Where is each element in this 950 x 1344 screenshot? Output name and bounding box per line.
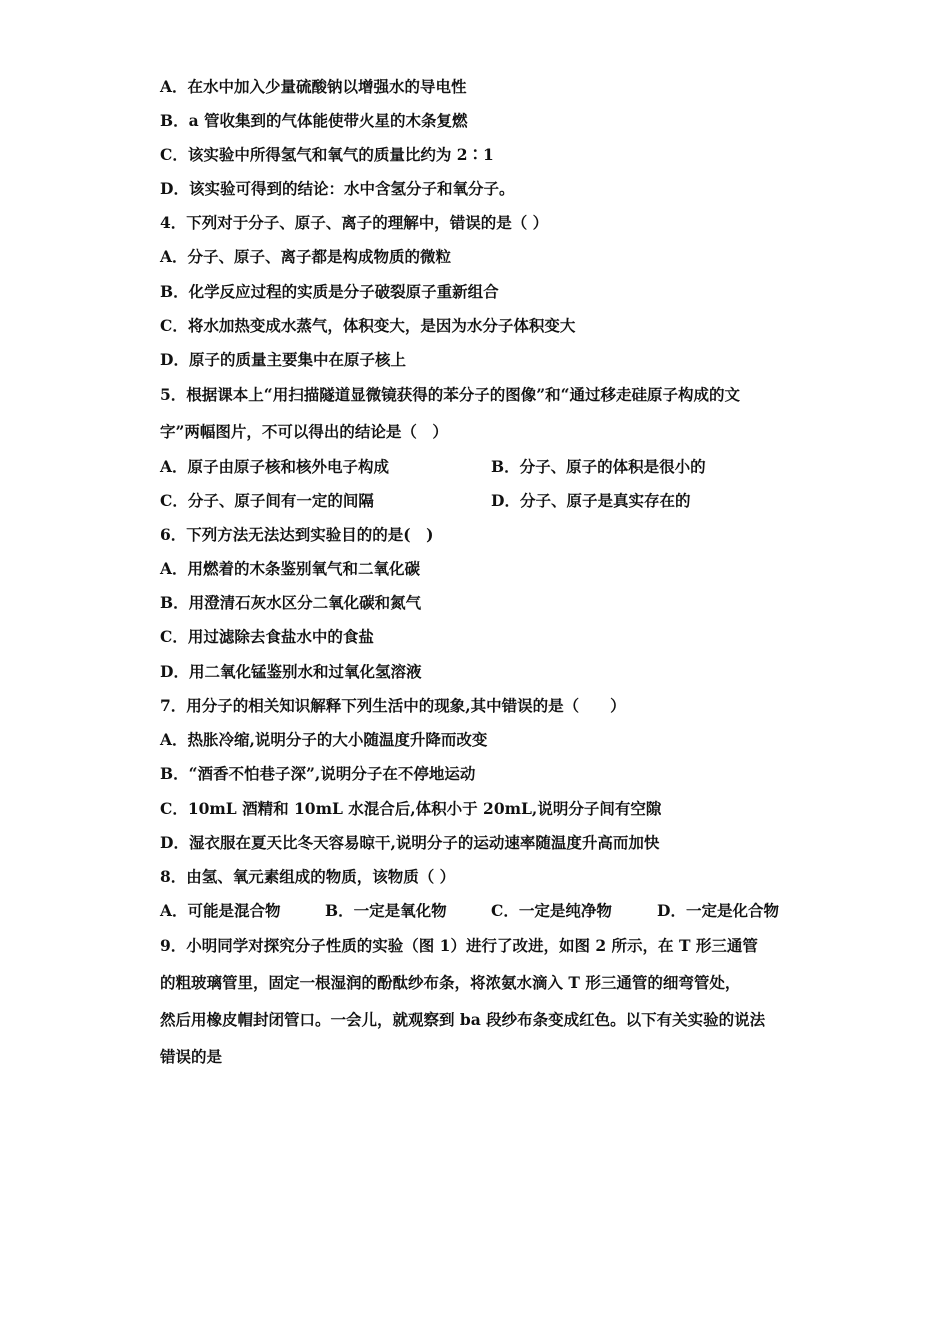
q4-option-d: D．原子的质量主要集中在原子核上: [160, 350, 406, 369]
q8-option-c: C．一定是纯净物: [491, 901, 612, 920]
q7-option-d: D．湿衣服在夏天比冬天容易晾干,说明分子的运动速率随温度升高而加快: [160, 833, 660, 852]
q7-option-a: A．热胀冷缩,说明分子的大小随温度升降而改变: [160, 730, 488, 749]
q9-stem-line2: 的粗玻璃管里，固定一根湿润的酚酞纱布条，将浓氨水滴入 T 形三通管的细弯管处，: [160, 973, 741, 992]
q3-option-c: C．该实验中所得氢气和氧气的质量比约为 2∶1: [160, 145, 494, 164]
q9-stem-line3: 然后用橡皮帽封闭管口。一会儿，就观察到 ba 段纱布条变成红色。以下有关实验的说法: [160, 1010, 766, 1029]
q5-option-a: A．原子由原子核和核外电子构成: [160, 457, 390, 476]
q7-option-b: B．“酒香不怕巷子深”,说明分子在不停地运动: [160, 764, 476, 783]
q5-option-d: D．分子、原子是真实存在的: [491, 491, 691, 510]
q6-option-a: A．用燃着的木条鉴别氧气和二氧化碳: [160, 559, 421, 578]
q7-option-c: C．10mL 酒精和 10mL 水混合后,体积小于 20mL,说明分子间有空隙: [160, 799, 662, 818]
q7-stem: 7．用分子的相关知识解释下列生活中的现象,其中错误的是（ ）: [160, 696, 626, 715]
q6-option-b: B．用澄清石灰水区分二氧化碳和氮气: [160, 593, 422, 612]
q5-option-b: B．分子、原子的体积是很小的: [491, 457, 706, 476]
q8-option-b: B．一定是氧化物: [325, 901, 447, 920]
q8-stem: 8．由氢、氧元素组成的物质，该物质（ ）: [160, 867, 456, 886]
q6-option-c: C．用过滤除去食盐水中的食盐: [160, 627, 374, 646]
q6-stem: 6．下列方法无法达到实验目的的是( ): [160, 525, 434, 544]
q4-option-b: B．化学反应过程的实质是分子破裂原子重新组合: [160, 282, 499, 301]
q4-option-c: C．将水加热变成水蒸气，体积变大，是因为水分子体积变大: [160, 316, 576, 335]
q4-stem: 4．下列对于分子、原子、离子的理解中，错误的是（ ）: [160, 213, 549, 232]
q5-stem-line1: 5．根据课本上“用扫描隧道显微镜获得的苯分子的图像”和“通过移走硅原子构成的文: [160, 385, 741, 404]
q6-option-d: D．用二氧化锰鉴别水和过氧化氢溶液: [160, 662, 422, 681]
q8-option-a: A．可能是混合物: [160, 901, 281, 920]
q3-option-d: D．该实验可得到的结论：水中含氢分子和氧分子。: [160, 179, 515, 198]
q3-option-a: A．在水中加入少量硫酸钠以增强水的导电性: [160, 77, 467, 96]
q9-stem-line4: 错误的是: [160, 1047, 223, 1066]
q3-option-b: B．a 管收集到的气体能使带火星的木条复燃: [160, 111, 468, 130]
q9-stem-line1: 9．小明同学对探究分子性质的实验（图 1）进行了改进，如图 2 所示，在 T 形三通管: [160, 936, 758, 955]
q5-option-c: C．分子、原子间有一定的间隔: [160, 491, 374, 510]
q8-option-d: D．一定是化合物: [657, 901, 779, 920]
q5-stem-line2: 字”两幅图片，不可以得出的结论是（ ）: [160, 422, 448, 441]
q4-option-a: A．分子、原子、离子都是构成物质的微粒: [160, 247, 452, 266]
